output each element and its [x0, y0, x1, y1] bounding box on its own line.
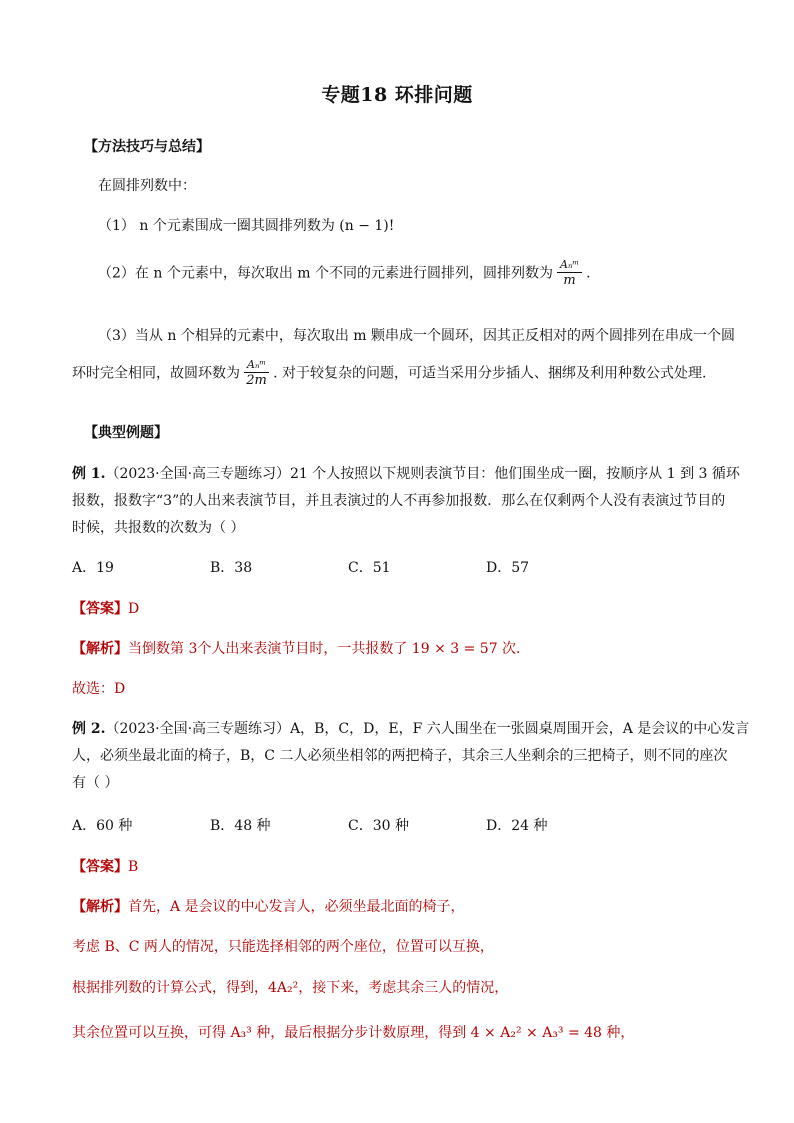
- example-2-analysis-4: 其余位置可以互换，可得 A₃³ 种，最后根据分步计数原理，得到 4 × A₂² × A₃³ = 48 种，: [72, 1025, 635, 1041]
- example-2-line-2: 人，必须坐最北面的椅子，B，C 二人必须坐相邻的两把椅子，其余三人坐剩余的三把椅子，则不同的座次: [72, 748, 728, 764]
- rule-2-denominator: m: [563, 273, 576, 288]
- example-1-option-c: C．51: [348, 560, 391, 576]
- example-2-option-b: B．48 种: [210, 818, 271, 834]
- example-2-analysis-3: 根据排列数的计算公式，得到，4A₂²，接下来，考虑其余三人的情况，: [72, 980, 509, 996]
- example-2-line-3: 有（ ）: [72, 775, 119, 791]
- example-1-answer-tag: 【答案】: [72, 601, 128, 617]
- rule-2-text: （2）在 n 个元素中，每次取出 m 个不同的元素进行圆排列，圆排列数为: [98, 265, 553, 282]
- example-2-text-1: （2023·全国·高三专题练习）A，B，C，D，E，F 六人围坐在一张圆桌周围开会，A 是会议的中心发言: [105, 721, 750, 737]
- example-1-line-3: 时候，共报数的次数为（ ）: [72, 520, 245, 536]
- example-1-label: 例 1.: [72, 466, 106, 482]
- rule-3-denominator: 2m: [246, 373, 267, 388]
- rule-2-end: .: [586, 265, 591, 282]
- example-1-analysis: [72, 638, 521, 658]
- rule-3-numerator: Aₙᵐ: [244, 358, 269, 373]
- example-1-option-b: B．38: [210, 560, 253, 576]
- rule-3-text-a: 环时完全相同，故圆环数为: [72, 365, 240, 382]
- page-title: 专题18 环排问题: [321, 84, 473, 106]
- example-2-answer: [72, 856, 138, 876]
- method-heading: 【方法技巧与总结】: [84, 139, 210, 155]
- example-1-option-a: A．19: [72, 560, 114, 576]
- example-1-text-1: （2023·全国·高三专题练习）21 个人按照以下规则表演节目：他们围坐成一圈，按顺序从 1 到 3 循环: [105, 466, 740, 482]
- example-2-answer-value: B: [128, 859, 139, 875]
- rule-3-line-2: [72, 358, 707, 389]
- rule-1: （1） n 个元素围成一圈其圆排列数为 (n − 1)!: [98, 218, 395, 234]
- rule-2-fraction: [557, 258, 582, 289]
- example-2-analysis-tag: 【解析】: [72, 899, 128, 915]
- example-1-answer: [72, 598, 139, 618]
- example-1-answer-value: D: [128, 601, 140, 617]
- examples-heading: 【典型例题】: [84, 425, 168, 441]
- rule-3-text-b: . 对于较复杂的问题，可适当采用分步插人、捆绑及利用种数公式处理.: [273, 365, 707, 382]
- rule-2: [98, 258, 591, 289]
- example-1-analysis-tag: 【解析】: [72, 641, 128, 657]
- example-2-label: 例 2.: [72, 721, 106, 737]
- example-2-answer-tag: 【答案】: [72, 859, 128, 875]
- intro-text: 在圆排列数中：: [98, 178, 196, 194]
- rule-3-fraction: [244, 358, 269, 389]
- example-2-analysis-1: [72, 896, 465, 916]
- example-1-option-d: D．57: [486, 560, 530, 576]
- example-2-line-1: [72, 718, 749, 738]
- example-1-conclusion: 故选：D: [72, 681, 126, 697]
- example-1-line-1: [72, 463, 740, 483]
- rule-2-numerator: Aₙᵐ: [557, 258, 582, 273]
- example-2-analysis-text-1: 首先，A 是会议的中心发言人，必须坐最北面的椅子，: [128, 899, 465, 915]
- example-2-option-a: A．60 种: [72, 818, 133, 834]
- example-2-analysis-2: 考虑 B、C 两人的情况，只能选择相邻的两个座位，位置可以互换，: [72, 939, 494, 955]
- example-1-line-2: 报数，报数字“3”的人出来表演节目，并且表演过的人不再参加报数．那么在仅剩两个人没有表演过节目的: [72, 493, 726, 509]
- rule-3-line-1: （3）当从 n 个相异的元素中，每次取出 m 颗串成一个圆环，因其正反相对的两个圆排列在串成一个圆: [98, 328, 735, 344]
- example-2-option-d: D．24 种: [486, 818, 548, 834]
- example-2-option-c: C．30 种: [348, 818, 409, 834]
- example-1-analysis-text: 当倒数第 3个人出来表演节目时，一共报数了 19 × 3 = 57 次.: [128, 641, 521, 657]
